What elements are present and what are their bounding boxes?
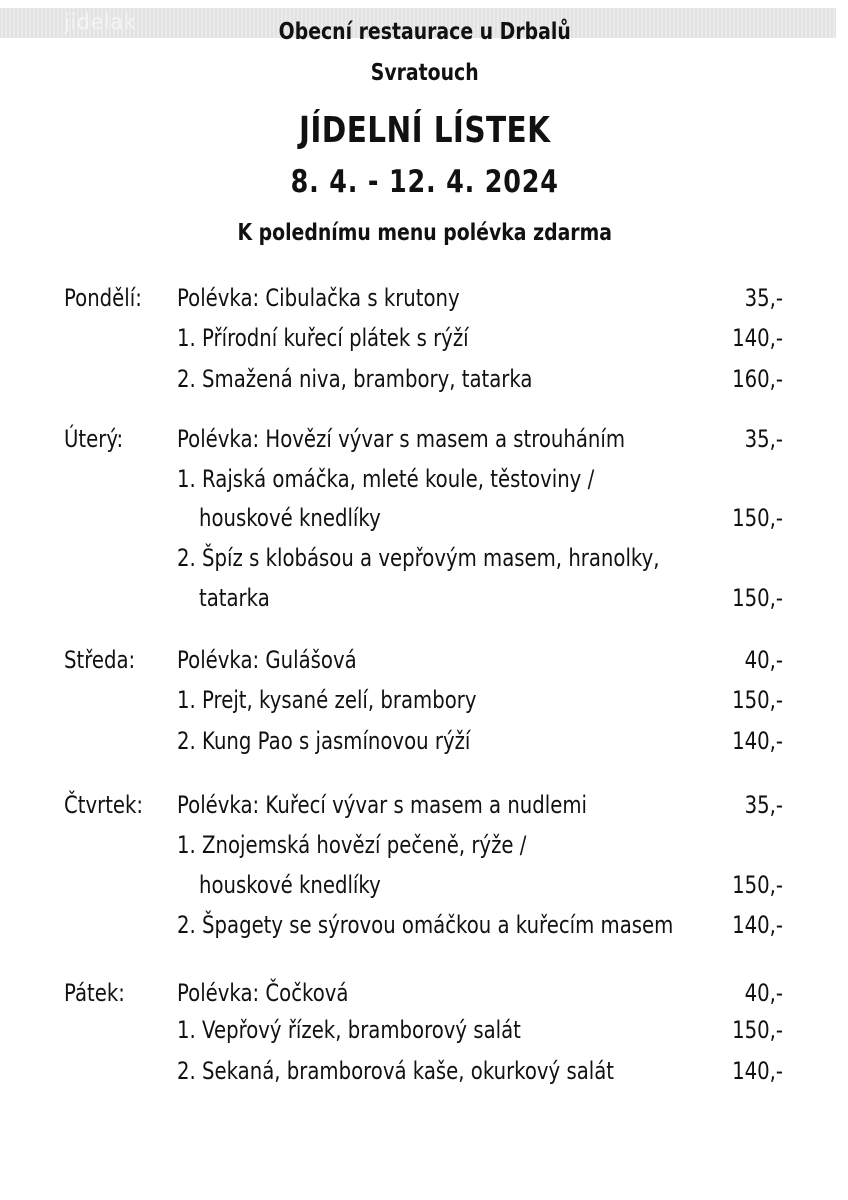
day-label-wednesday: Středa: [64, 646, 136, 674]
soup-price-wednesday: 40,- [744, 646, 783, 674]
dish-tuesday-2: 2. Špíz s klobásou a vepřovým masem, hranolky, [177, 544, 660, 572]
day-label-monday: Pondělí: [64, 284, 142, 312]
dish-price-wednesday-2: 140,- [732, 727, 783, 755]
day-label-thursday: Čtvrtek: [64, 791, 144, 819]
dish-friday-2: 2. Sekaná, bramborová kaše, okurkový salát [177, 1057, 615, 1085]
dish-price-monday-2: 160,- [732, 365, 783, 393]
dish-price-friday-2: 140,- [732, 1057, 783, 1085]
dish-tuesday-2-cont: tatarka [199, 584, 270, 612]
restaurant-name: Obecní restaurace u Drbalů [278, 19, 571, 45]
day-label-tuesday: Úterý: [64, 425, 124, 453]
dish-thursday-1-cont: houskové knedlíky [199, 871, 381, 899]
dish-price-tuesday-1: 150,- [732, 504, 783, 532]
soup-wednesday: Polévka: Gulášová [177, 646, 357, 674]
soup-price-tuesday: 35,- [744, 425, 783, 453]
page-title: JÍDELNÍ LÍSTEK [299, 110, 551, 151]
dish-friday-1: 1. Vepřový řízek, bramborový salát [177, 1016, 521, 1044]
date-range: 8. 4. - 12. 4. 2024 [290, 164, 559, 200]
day-label-friday: Pátek: [64, 979, 125, 1007]
soup-friday: Polévka: Čočková [177, 979, 349, 1007]
soup-thursday: Polévka: Kuřecí vývar s masem a nudlemi [177, 791, 587, 819]
dish-price-monday-1: 140,- [732, 324, 783, 352]
soup-monday: Polévka: Cibulačka s krutony [177, 284, 460, 312]
town-name: Svratouch [370, 60, 479, 86]
dish-price-friday-1: 150,- [732, 1016, 783, 1044]
dish-tuesday-1: 1. Rajská omáčka, mleté koule, těstoviny / [177, 465, 595, 493]
watermark: jidelak [64, 10, 137, 34]
dish-thursday-1: 1. Znojemská hovězí pečeně, rýže / [177, 831, 527, 859]
dish-price-tuesday-2: 150,- [732, 584, 783, 612]
dish-monday-1: 1. Přírodní kuřecí plátek s rýží [177, 324, 469, 352]
dish-tuesday-1-cont: houskové knedlíky [199, 504, 381, 532]
dish-price-thursday-2: 140,- [732, 911, 783, 939]
dish-wednesday-1: 1. Prejt, kysané zelí, brambory [177, 686, 477, 714]
dish-price-wednesday-1: 150,- [732, 686, 783, 714]
soup-price-monday: 35,- [744, 284, 783, 312]
dish-wednesday-2: 2. Kung Pao s jasmínovou rýží [177, 727, 471, 755]
dish-thursday-2: 2. Špagety se sýrovou omáčkou a kuřecím masem [177, 911, 674, 939]
menu-note: K polednímu menu polévka zdarma [237, 220, 612, 246]
soup-price-friday: 40,- [744, 979, 783, 1007]
dish-monday-2: 2. Smažená niva, brambory, tatarka [177, 365, 533, 393]
dish-price-thursday-1: 150,- [732, 871, 783, 899]
soup-tuesday: Polévka: Hovězí vývar s masem a strouháním [177, 425, 626, 453]
soup-price-thursday: 35,- [744, 791, 783, 819]
